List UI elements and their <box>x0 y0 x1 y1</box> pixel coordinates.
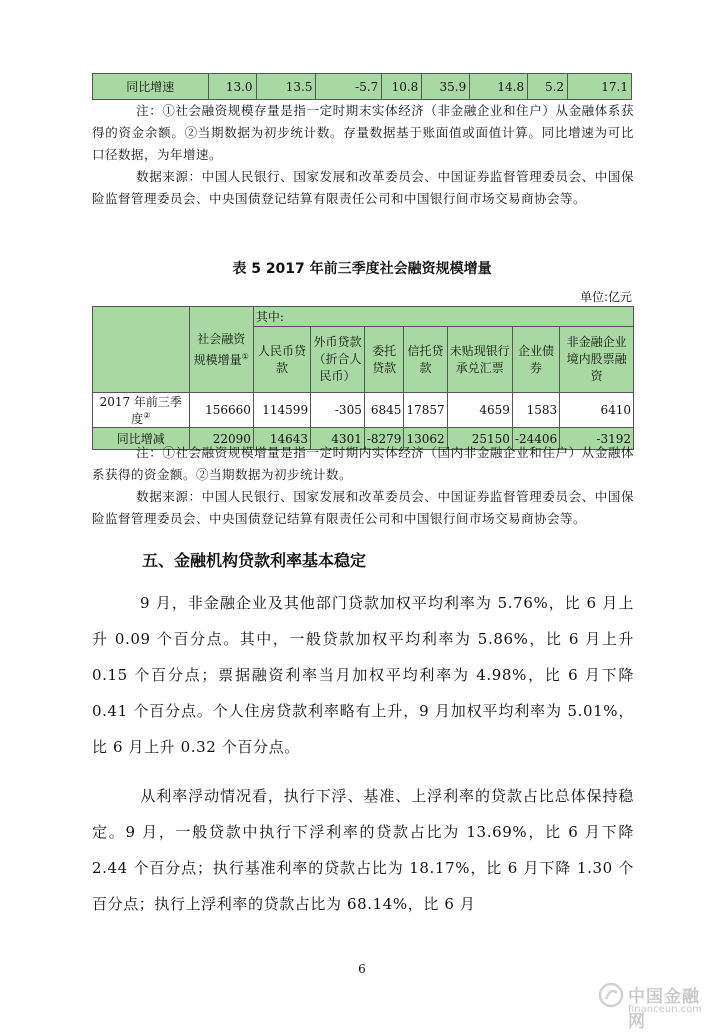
row-label: 同比增速 <box>93 74 209 100</box>
header-fx: 外币贷款（折合人民币） <box>311 327 365 393</box>
increment-table <box>92 306 634 450</box>
body-paragraph: 从利率浮动情况看，执行下浮、基准、上浮利率的贷款占比总体保持稳定。9 月，一般贷款中执行下浮利率的贷款占比为 13.69%，比 6 月下降 2.44 个百分点；执行基准利率的贷款占比为 18.17%，比 6 月下降 1.30 个百分点；执行上浮利率的贷款占比为 68.14%，比 6 月 <box>92 787 634 913</box>
table-cell: 10.8 <box>382 74 422 100</box>
header-rmb: 人民币贷款 <box>253 327 310 393</box>
table-cell: -24406 <box>512 428 559 450</box>
table-cell: -3192 <box>560 428 634 450</box>
table-cell: -305 <box>311 393 365 428</box>
header-among: 其中: <box>253 307 633 327</box>
table-cell: 114599 <box>253 393 310 428</box>
watermark-url: financeun.com <box>628 1004 702 1015</box>
table-cell: -5.7 <box>316 74 382 100</box>
table-cell: 13.5 <box>256 74 316 100</box>
table-cell: 4301 <box>311 428 365 450</box>
table-header-row <box>93 307 634 327</box>
body-paragraph: 9 月，非金融企业及其他部门贷款加权平均利率为 5.76%，比 6 月上升 0.09 个百分点。其中，一般贷款加权平均利率为 5.86%，比 6 月上升 0.15 个百分点；票据融资利率当月加权平均利率为 4.98%，比 6 月下降 0.41 个百分点。个人住房贷款利率略有上升，9 月加权平均利率为 5.01%，比 6 月上升 0.32 个百分点。 <box>92 594 634 756</box>
table-cell: 6410 <box>560 393 634 428</box>
table-cell: -8279 <box>364 428 404 450</box>
watermark-text: 中国金融网 <box>628 987 700 1032</box>
table-cell: 14643 <box>253 428 310 450</box>
table-cell: 22090 <box>189 428 253 450</box>
table-title: 表 5 2017 年前三季度社会融资规模增量 <box>232 261 492 277</box>
row-label: 同比增减 <box>93 428 190 450</box>
stock-note: 注：①社会融资规模存量是指一定时期末实体经济（非金融企业和住户）从金融体系获得的资金余额。②当期数据为初步统计数。存量数据基于账面值或面值计算。同比增速为可比口径数据，为年增速。 <box>92 103 634 162</box>
table-cell: 25150 <box>447 428 512 450</box>
site-watermark <box>598 980 708 1032</box>
header-equity: 非金融企业境内股票融资 <box>560 327 634 393</box>
stock-source: 数据来源：中国人民银行、国家发展和改革委员会、中国证券监督管理委员会、中国保险监督管理委员会、中央国债登记结算有限责任公司和中国银行间市场交易商协会等。 <box>92 169 634 206</box>
table-cell: 17857 <box>404 393 447 428</box>
header-total: 社会融资规模增量① <box>189 307 253 393</box>
table-cell: 13.0 <box>208 74 256 100</box>
section-heading: 五、金融机构贷款利率基本稳定 <box>142 551 367 570</box>
table-cell: 5.2 <box>528 74 568 100</box>
header-bonds: 企业债券 <box>512 327 559 393</box>
table-cell: 13062 <box>404 428 447 450</box>
table-row <box>93 74 632 100</box>
table-cell: 4659 <box>447 393 512 428</box>
row-label: 2017 年前三季度② <box>93 393 190 428</box>
header-bankers: 未贴现银行承兑汇票 <box>447 327 512 393</box>
watermark-logo-icon <box>598 982 624 1008</box>
table-cell: 156660 <box>189 393 253 428</box>
header-entrusted: 委托贷款 <box>364 327 404 393</box>
table-cell: 14.8 <box>470 74 528 100</box>
table-cell: 1583 <box>512 393 559 428</box>
increment-note: 注：①社会融资规模增量是指一定时期内实体经济（国内非金融企业和住户）从金融体系获得的资金额。②当期数据为初步统计数。 <box>92 445 634 482</box>
page-number: 6 <box>358 962 366 976</box>
unit-label: 单位:亿元 <box>579 290 632 304</box>
table-cell: 35.9 <box>422 74 470 100</box>
table-cell: 17.1 <box>568 74 632 100</box>
header-trust: 信托贷款 <box>404 327 447 393</box>
growth-rate-table <box>92 73 632 100</box>
table-cell: 6845 <box>364 393 404 428</box>
header-blank <box>93 307 190 393</box>
increment-source: 数据来源：中国人民银行、国家发展和改革委员会、中国证券监督管理委员会、中国保险监督管理委员会、中央国债登记结算有限责任公司和中国银行间市场交易商协会等。 <box>92 489 634 526</box>
table-row <box>93 393 634 428</box>
